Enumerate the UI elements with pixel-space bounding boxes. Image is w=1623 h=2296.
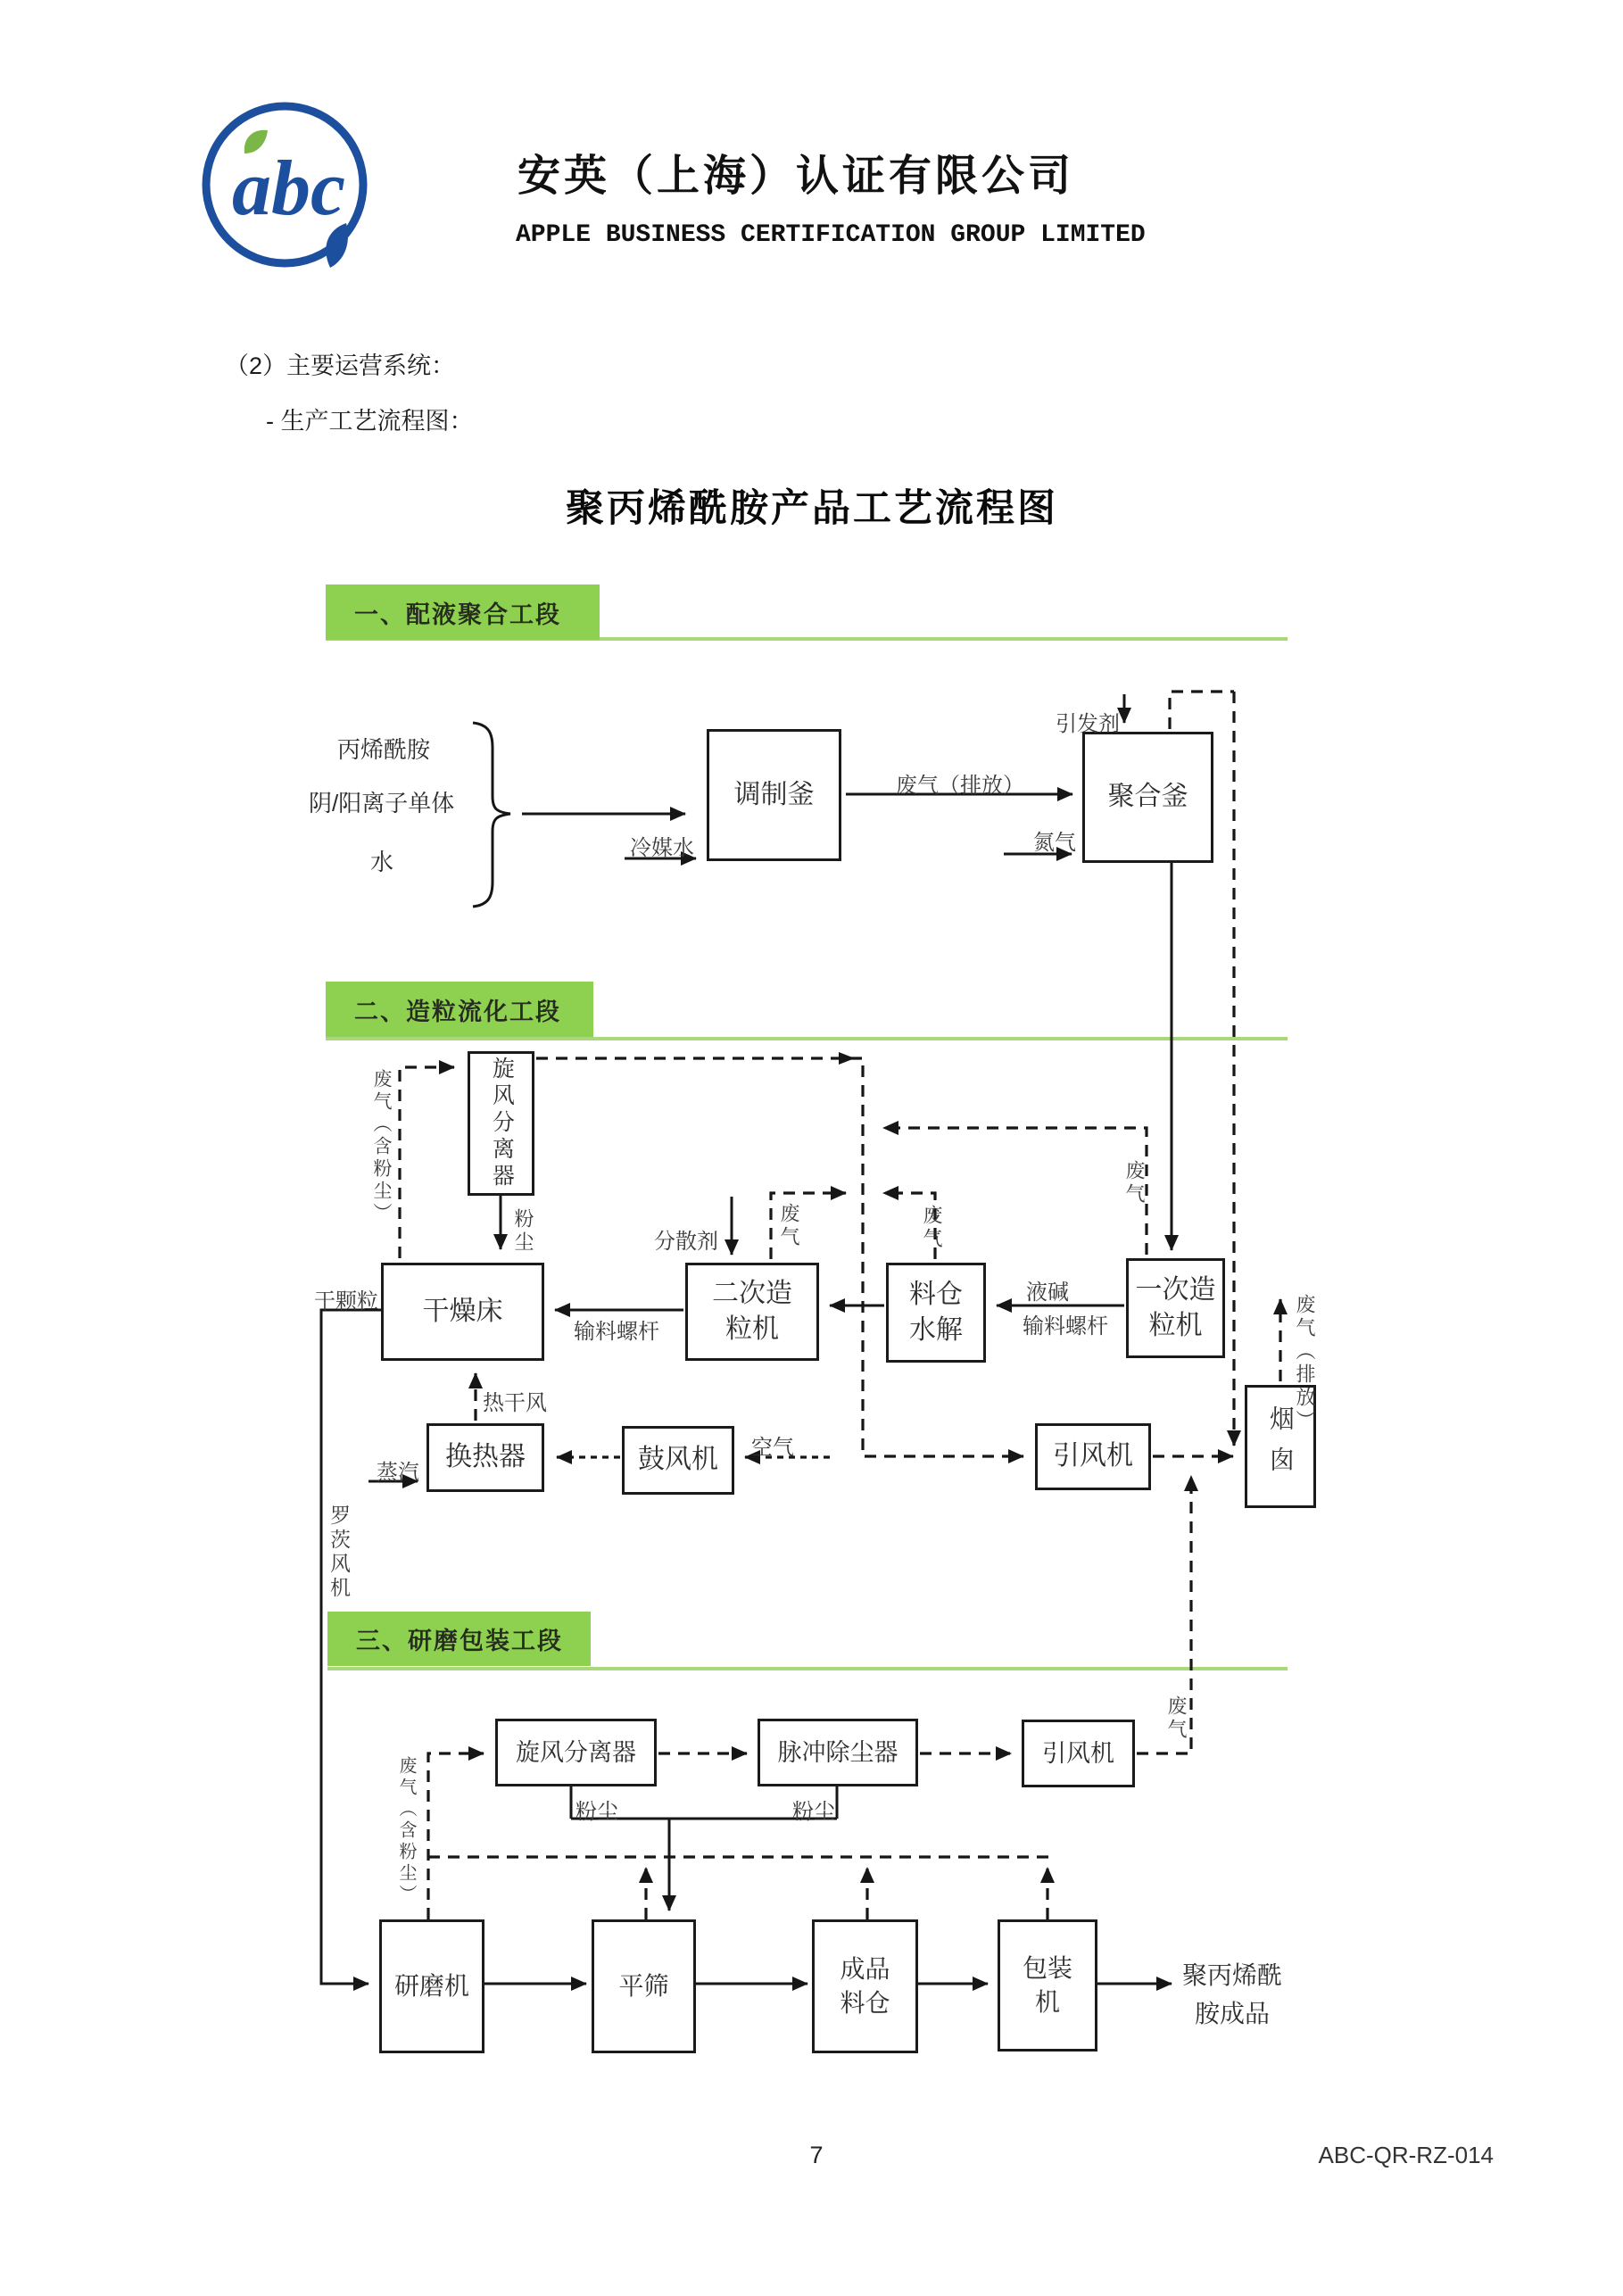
label-hot-dry-air: 热干风 [483,1391,547,1415]
label-nitrogen: 氮气 [1033,831,1076,855]
node-primary-granulator: 一次造粒机 [1126,1258,1225,1358]
label-dust-s2: 粉尘 [512,1208,534,1255]
node-packing-machine: 包装机 [998,1919,1097,2051]
node-label: 烟囱 [1266,1405,1295,1488]
input-brace [473,723,510,907]
list-item-main-systems: （2）主要运营系统： [225,352,456,379]
label-dust-s3-b: 粉尘 [792,1800,835,1824]
node-secondary-granulator: 二次造粒机 [685,1263,819,1361]
diagram-title: 聚丙烯酰胺产品工艺流程图 [566,487,1058,530]
node-blower: 鼓风机 [622,1426,734,1495]
label-roots-blower: 罗茨风机 [327,1504,351,1601]
node-silo-hydrolysis: 料仓水解 [886,1263,986,1363]
label-stack-exhaust-discharge: 废气（排放） [1294,1294,1316,1433]
label-air: 空气 [751,1436,794,1460]
mid-arrowhead [839,1052,855,1065]
node-pulse-dust-collector: 脉冲除尘器 [758,1719,918,1786]
logo-text: abc [232,145,346,232]
section-header-2: 二、造粒流化工段 [326,982,593,1037]
node-induced-draft-fan-3: 引风机 [1022,1720,1135,1787]
node-grinder: 研磨机 [379,1919,484,2053]
label-exhaust-secondary: 废气 [778,1203,800,1249]
label-steam: 蒸汽 [377,1461,419,1485]
company-name-en: APPLE BUSINESS CERTIFICATION GROUP LIMITED [516,221,1146,249]
section-header-3: 三、研磨包装工段 [327,1612,591,1666]
label-liquid-alkali: 液碱 [1026,1281,1069,1305]
node-induced-draft-fan-2: 引风机 [1035,1423,1151,1490]
node-polymerization-kettle: 聚合釜 [1082,732,1213,863]
label-exhaust-with-dust-s2: 废气（含粉尘） [371,1069,392,1225]
node-cyclone-separator-2 [468,1051,534,1196]
label-exhaust-silo: 废气 [921,1205,943,1251]
label-dust-s3-a: 粉尘 [576,1800,618,1824]
label-acrylamide: 丙烯酰胺 [337,736,431,763]
label-exhaust-with-dust-s3: 废气（含粉尘） [396,1756,416,1906]
node-product-silo: 成品料仓 [812,1919,918,2053]
label-feed-screw-secondary: 输料螺杆 [574,1320,659,1344]
label-dispersant: 分散剂 [654,1230,718,1254]
label-exhaust-primary: 废气 [1123,1160,1146,1206]
label-exhaust-s3: 废气 [1165,1695,1188,1742]
label-dry-granule: 干颗粒 [314,1289,378,1314]
document-code: ABC-QR-RZ-014 [1318,2142,1494,2168]
label-feed-screw-primary: 输料螺杆 [1023,1314,1108,1339]
label-cooling-water: 冷媒水 [630,836,694,860]
node-label: 旋风分离器 [489,1057,515,1190]
label-ion-monomer: 阴/阳离子单体 [309,790,455,816]
node-drying-bed: 干燥床 [381,1263,544,1361]
label-exhaust-discharge: 废气（排放） [896,774,1024,798]
page-number: 7 [809,2142,824,2168]
company-name-zh: 安英（上海）认证有限公司 [518,153,1075,200]
node-mixing-kettle: 调制釜 [707,729,841,861]
node-flat-sieve: 平筛 [592,1919,696,2053]
list-item-process-flow: - 生产工艺流程图： [266,408,474,435]
label-water: 水 [370,849,394,875]
node-heat-exchanger: 换热器 [426,1423,544,1492]
node-cyclone-separator-3: 旋风分离器 [495,1719,657,1786]
section-header-1: 一、配液聚合工段 [326,584,600,640]
label-initiator: 引发剂 [1056,712,1120,736]
label-final-product: 聚丙烯酰胺成品 [1181,1961,1282,2028]
